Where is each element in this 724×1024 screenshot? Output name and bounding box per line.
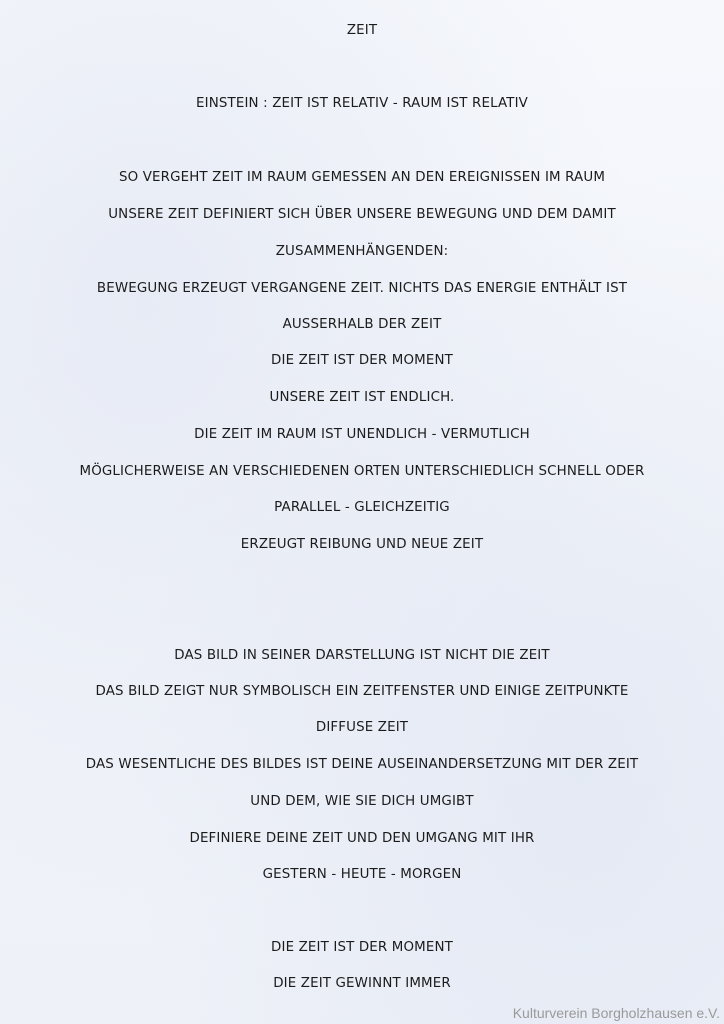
text-line: DAS WESENTLICHE DES BILDES IST DEINE AUSEINANDERSETZUNG MIT DER ZEIT	[85, 757, 639, 772]
text-line: DEFINIERE DEINE ZEIT UND DEN UMGANG MIT IHR	[189, 831, 535, 846]
text-line: DIE ZEIT IM RAUM IST UNENDLICH - VERMUTLICH	[194, 427, 530, 442]
text-line: SO VERGEHT ZEIT IM RAUM GEMESSEN AN DEN EREIGNISSEN IM RAUM	[118, 170, 606, 185]
text-line: DAS BILD IN SEINER DARSTELLUNG IST NICHT DIE ZEIT	[174, 648, 550, 663]
text-line: EINSTEIN : ZEIT IST RELATIV - RAUM IST RELATIV	[195, 96, 528, 111]
text-line: UNSERE ZEIT DEFINIERT SICH ÜBER UNSERE BEWEGUNG UND DEM DAMIT	[108, 207, 616, 222]
text-line: DAS BILD ZEIGT NUR SYMBOLISCH EIN ZEITFENSTER UND EINIGE ZEITPUNKTE	[95, 684, 629, 699]
text-line: UNSERE ZEIT IST ENDLICH.	[269, 390, 455, 405]
text-line: ZUSAMMENHÄNGENDEN:	[275, 244, 449, 259]
text-line: AUSSERHALB DER ZEIT	[282, 317, 442, 332]
text-line: DIE ZEIT IST DER MOMENT	[271, 353, 453, 368]
text-line: MÖGLICHERWEISE AN VERSCHIEDENEN ORTEN UNTERSCHIEDLICH SCHNELL ODER	[79, 464, 645, 479]
text-line: PARALLEL - GLEICHZEITIG	[274, 500, 450, 515]
text-line: GESTERN - HEUTE - MORGEN	[262, 867, 462, 882]
text-line: DIE ZEIT IST DER MOMENT	[271, 940, 453, 955]
text-line: BEWEGUNG ERZEUGT VERGANGENE ZEIT. NICHTS DAS ENERGIE ENTHÄLT IST	[96, 281, 628, 296]
text-line: UND DEM, WIE SIE DICH UMGIBT	[250, 794, 474, 809]
text-line: ERZEUGT REIBUNG UND NEUE ZEIT	[240, 537, 484, 552]
watermark: Kulturverein Borgholzhausen e.V.	[512, 1005, 720, 1021]
text-line: DIE ZEIT GEWINNT IMMER	[273, 976, 451, 991]
document-title: ZEIT	[346, 23, 378, 38]
text-line: DIFFUSE ZEIT	[315, 720, 409, 735]
